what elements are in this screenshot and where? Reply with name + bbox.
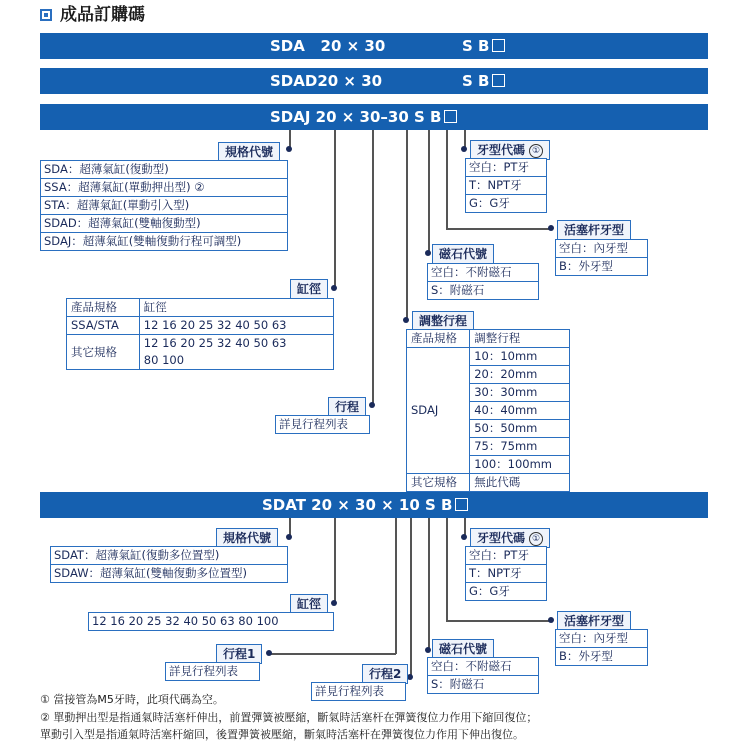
table-cell: 20：20mm [470,366,570,384]
connector-dot [425,647,431,653]
list-item: SDAD：超薄氣缸(雙軸復動型) [41,215,287,233]
adjust-stroke-table [406,329,570,492]
table-cell: 其它規格 [67,335,140,370]
table-row [407,330,570,348]
list-item: G：G牙 [469,584,510,598]
list-item: 空白：不附磁石 [428,658,538,676]
connector-line [410,518,412,678]
model-code-list [50,546,288,583]
list-item: 空白：不附磁石 [428,264,538,282]
connector-dot [461,534,467,540]
connector-dot [403,317,409,323]
connector-dot [548,617,554,623]
table-cell: 30：30mm [470,384,570,402]
list-item: 空白：PT牙 [466,159,546,177]
connector-line [406,130,408,320]
band-suffix: S B [462,68,505,94]
table-cell: SDAJ [407,348,470,474]
order-code-band-sda [40,33,708,59]
list-item: SSA：超薄氣缸(單動押出型) ② [41,179,287,197]
adjust-stroke-label: 調整行程 [412,311,474,331]
table-cell: 75：75mm [470,438,570,456]
list-item: SDAT：超薄氣缸(復動多位置型) [51,547,287,565]
connector-dot [331,285,337,291]
title-square-icon [40,9,52,21]
footnote-2-continued: 單動引入型是指通氣時活塞杆縮回，後置彈簧被壓縮，斷氣時活塞杆在彈簧復位力作用下伸出復位。 [40,728,524,741]
band-code: SDAD20 × 30 [270,72,383,90]
connector-line [268,653,396,655]
magnet-code-label: 磁石代號 [432,639,494,659]
connector-line [428,130,430,253]
connector-dot [548,225,554,231]
note-ref-icon: ① [529,532,543,546]
order-code-band-sdad [40,68,708,94]
footnote-1: ① 當接管為M5牙時，此項代碼為空。 [40,693,224,706]
table-row [407,474,570,492]
table-header-cell: 調整行程 [470,330,570,348]
table-header-cell: 產品規格 [407,330,470,348]
order-code-band-sdaj [40,104,708,130]
thread-code-list [465,158,547,213]
bore-values-line: 12 16 20 25 32 40 50 63 [143,336,287,350]
order-code-band-sdat [40,492,708,518]
bore-values: 12 16 20 25 32 40 50 63 80 100 [92,614,279,628]
list-item: STA：超薄氣缸(單動引入型) [41,197,287,215]
magnet-code-list [427,263,539,300]
connector-dot [425,250,431,256]
list-item: B：外牙型 [559,649,613,663]
connector-line [428,518,430,651]
rod-thread-label: 活塞杆牙型 [557,220,631,240]
bore-label: 缸徑 [290,594,328,614]
thread-code-label: 牙型代碼 ① [470,140,550,160]
table-cell: 其它規格 [407,474,470,492]
footnote-2: ② 單動押出型是指通氣時活塞杆伸出，前置彈簧被壓縮，斷氣時活塞杆在彈簧復位力作用下縮回復位； [40,711,538,724]
connector-dot [286,146,292,152]
band-suffix: S B [462,33,505,59]
connector-dot [286,534,292,540]
model-code-list [40,160,288,251]
rod-thread-label: 活塞杆牙型 [557,611,631,631]
table-cell [139,335,333,370]
connector-dot [266,650,272,656]
connector-line [395,518,397,654]
stroke-reference [275,415,370,434]
connector-dot [369,402,375,408]
bore-values-line: 80 100 [143,353,185,367]
table-row [67,299,334,317]
band-code: SDAJ 20 × 30–30 S B [270,104,457,130]
list-item: SDA：超薄氣缸(復動型) [41,161,287,179]
list-item: SDAJ：超薄氣缸(雙軸復動行程可調型) [44,234,242,248]
connector-line [446,518,448,620]
bore-label: 缸徑 [290,279,328,299]
band-code: SDA 20 × 30 [270,37,386,55]
model-code-label: 規格代號 [218,142,280,162]
table-cell: SSA/STA [67,317,140,335]
table-row [67,317,334,335]
table-cell: 50：50mm [470,420,570,438]
list-item: 空白：內牙型 [556,630,647,648]
stroke-reference-text: 詳見行程列表 [315,684,384,698]
magnet-code-label: 磁石代號 [432,244,494,264]
list-item: S：附磁石 [431,283,485,297]
table-row [407,348,570,366]
connector-dot [331,600,337,606]
stroke1-label: 行程1 [216,644,262,664]
stroke-reference-text: 詳見行程列表 [169,664,238,678]
list-item: SDAW：超薄氣缸(雙軸復動多位置型) [54,566,248,580]
connector-line [446,130,448,228]
table-cell: 10：10mm [470,348,570,366]
connector-line [334,518,336,604]
table-row [67,335,334,370]
connector-line [446,228,550,230]
connector-line [446,620,550,622]
connector-line [372,130,374,405]
thread-code-label: 牙型代碼 ① [470,528,550,548]
note-ref-icon: ① [529,144,543,158]
list-item: T：NPT牙 [466,177,546,195]
bore-table [66,298,334,370]
magnet-code-list [427,657,539,694]
list-item: G：G牙 [469,196,510,210]
connector-dot [461,146,467,152]
list-item: B：外牙型 [559,259,613,273]
table-header-cell: 缸徑 [139,299,333,317]
table-cell: 無此代碼 [470,474,570,492]
table-cell: 40：40mm [470,402,570,420]
bore-list [88,612,334,631]
table-cell: 100：100mm [470,456,570,474]
list-item: T：NPT牙 [466,565,546,583]
rod-thread-list [555,629,648,666]
list-item: S：附磁石 [431,677,485,691]
list-item: 空白：內牙型 [556,240,647,258]
stroke2-label: 行程2 [362,664,408,684]
table-header-cell: 產品規格 [67,299,140,317]
connector-line [334,130,336,288]
stroke2-reference [311,682,406,701]
stroke1-reference [165,662,260,681]
list-item: 空白：PT牙 [466,547,546,565]
rod-thread-list [555,239,648,276]
model-code-label: 規格代號 [216,528,278,548]
thread-code-list [465,546,547,601]
page-title: 成品訂購碼 [60,5,145,25]
band-code: SDAT 20 × 30 × 10 S B [262,492,468,518]
stroke-reference-text: 詳見行程列表 [279,417,348,431]
stroke-label: 行程 [328,397,366,417]
table-cell: 12 16 20 25 32 40 50 63 [139,317,333,335]
